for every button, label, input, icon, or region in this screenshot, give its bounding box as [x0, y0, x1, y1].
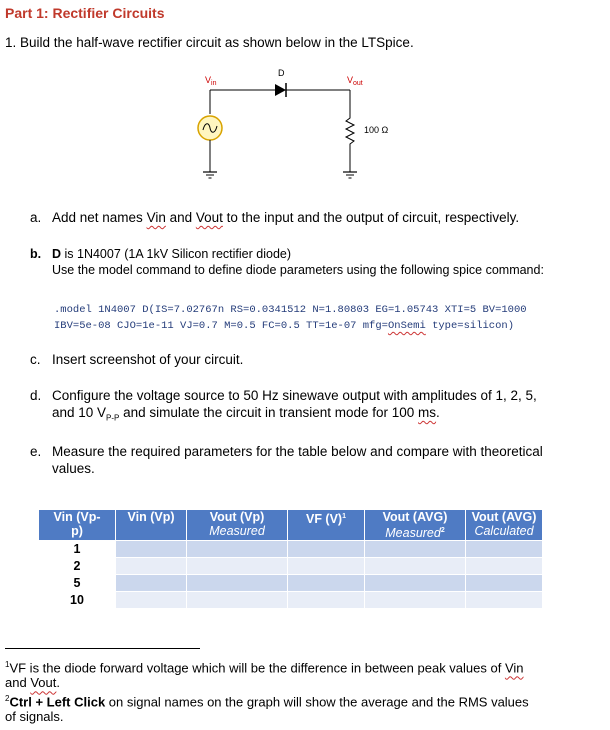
voltage-source-symbol — [198, 116, 222, 140]
table-header-row — [39, 510, 543, 541]
vin-label: $V_{in}$ — [205, 75, 217, 87]
diode-label: D — [278, 68, 285, 78]
header-vout-avg-measured: Vout (AVG) Measured$^2$ — [365, 510, 466, 541]
item-d-line2: and 10 $V_{P-P}$ and simulate the circuit in transient mode for 100 ms. — [52, 405, 440, 423]
item-b-line2: Use the model command to define diode parameters using the following spice command: — [52, 263, 544, 277]
item-c: c. Insert screenshot of your circuit. — [30, 352, 244, 367]
table-row: 10 — [39, 592, 543, 609]
header-vin-vpp: Vin (Vp- p) — [39, 510, 116, 541]
ground-symbol-right — [343, 172, 357, 178]
header-vout-avg-calculated: Vout (AVG) Calculated — [466, 510, 543, 541]
table-row: 1 — [39, 541, 543, 558]
table-row: 2 — [39, 558, 543, 575]
footnote-1: $^1$VF is the diode forward voltage which will be the difference in between peak values of Vin and Vout. — [5, 660, 524, 691]
item-e-line2: values. — [52, 461, 95, 476]
step-1-text: 1. Build the half-wave rectifier circuit as shown below in the LTSpice. — [5, 35, 414, 50]
ground-symbol-left — [203, 172, 217, 178]
table-row: 5 — [39, 575, 543, 592]
item-b: b. D is 1N4007 (1A 1kV Silicon rectifier diode) — [30, 247, 292, 261]
diode-symbol — [275, 83, 286, 97]
header-vin-vp: Vin (Vp) — [116, 510, 187, 541]
vout-label: $V_{out}$ — [347, 75, 363, 87]
footnote-2: $^2$Ctrl + Left Click on signal names on the graph will show the average and the RMS values of signals. — [5, 694, 529, 725]
model-command-line1: .model 1N4007 D(IS=7.02767n RS=0.0341512 N=1.80803 EG=1.05743 XTI=5 BV=1000 — [54, 304, 527, 316]
item-e: e. Measure the required parameters for the table below and compare with theoretical — [30, 444, 543, 459]
item-a: a. Add net names Vin and Vout to the input and the output of circuit, respectively. — [30, 210, 520, 225]
item-d: d. Configure the voltage source to 50 Hz sinewave output with amplitudes of 1, 2, 5, — [30, 388, 537, 403]
page-title: Part 1: Rectifier Circuits — [5, 5, 165, 21]
model-command-line2: IBV=5e-08 CJO=1e-11 VJ=0.7 M=0.5 FC=0.5 TT=1e-07 mfg=OnSemi type=silicon) — [54, 320, 514, 332]
resistor-label: 100 Ω — [364, 125, 389, 135]
header-vf: VF $(V)^1$ — [288, 510, 365, 541]
header-vout-vp: Vout (Vp) Measured — [187, 510, 288, 541]
resistor-symbol — [346, 114, 354, 172]
circuit-diagram — [160, 62, 420, 207]
footnote-divider — [5, 648, 200, 649]
results-table — [38, 509, 543, 609]
